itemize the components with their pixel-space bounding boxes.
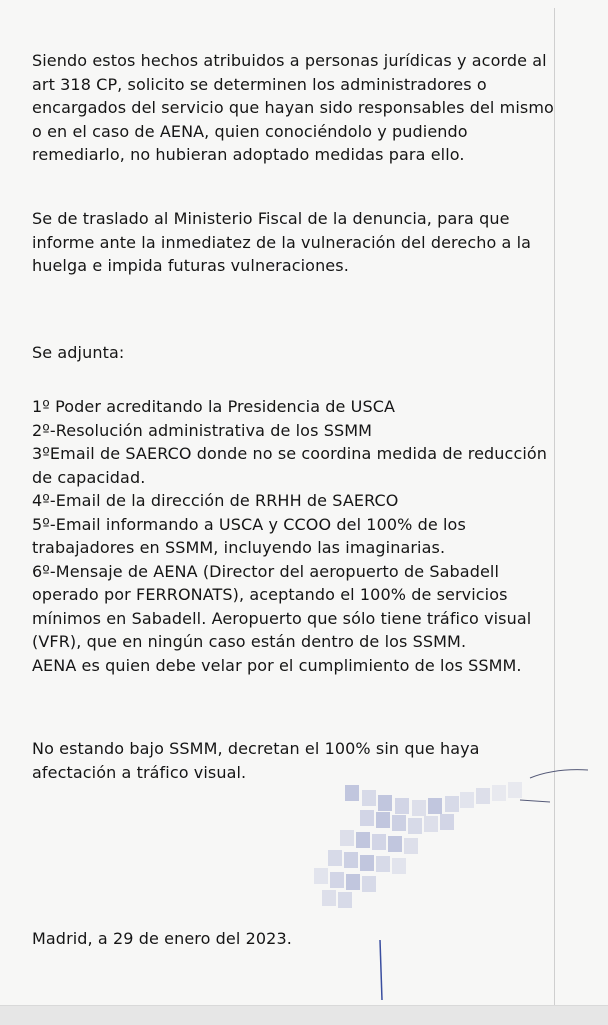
list-item: 3ºEmail de SAERCO donde no se coordina medida de reducción [32, 444, 548, 463]
text-line: art 318 CP, solicito se determinen los administradores o [32, 74, 487, 94]
attachments-heading [32, 341, 592, 365]
heading-text: Se adjunta: [32, 343, 125, 362]
text-line: afectación a tráfico visual. [32, 762, 247, 782]
list-item: 2º-Resolución administrativa de los SSMM [32, 420, 373, 440]
text-line: No estando bajo SSMM, decretan el 100% sin que haya [32, 739, 480, 758]
text-line: remediarlo, no hubieran adoptado medidas para ello. [32, 145, 465, 164]
place-date [32, 927, 592, 951]
text-line: Se de traslado al Ministerio Fiscal de la denuncia, para que [32, 209, 510, 228]
list-item: 4º-Email de la dirección de RRHH de SAERCO [32, 491, 399, 510]
date-line: Madrid, a 29 de enero del 2023. [32, 929, 292, 948]
text-line: o en el caso de AENA, quien conociéndolo y pudiendo [32, 121, 468, 141]
paragraph-legal-responsibility [32, 49, 592, 167]
list-item: (VFR), que en ningún caso están dentro de los SSMM. [32, 632, 467, 651]
list-item: trabajadores en SSMM, incluyendo las imaginarias. [32, 538, 446, 557]
list-item: mínimos en Sabadell. Aeropuerto que sólo tiene tráfico visual [32, 608, 532, 628]
list-item: operado por FERRONATS), aceptando el 100% de servicios [32, 585, 508, 604]
list-item: de capacidad. [32, 467, 146, 487]
text-line: encargados del servicio que hayan sido responsables del mismo [32, 98, 554, 117]
paragraph-fiscal-request [32, 207, 592, 278]
text-line: informe ante la inmediatez de la vulneración del derecho a la [32, 232, 532, 252]
text-line: Siendo estos hechos atribuidos a personas jurídicas y acorde al [32, 51, 547, 70]
list-item: 5º-Email informando a USCA y CCOO del 100% de los [32, 514, 466, 534]
page-bottom-strip [0, 1005, 608, 1025]
list-item: 6º-Mensaje de AENA (Director del aeropuerto de Sabadell [32, 561, 499, 581]
list-item: 1º Poder acreditando la Presidencia de USCA [32, 397, 396, 416]
text-line: huelga e impida futuras vulneraciones. [32, 256, 349, 275]
attachments-list [32, 395, 592, 677]
list-item: AENA es quien debe velar por el cumplimiento de los SSMM. [32, 655, 522, 675]
signature-blurred [300, 760, 600, 1000]
